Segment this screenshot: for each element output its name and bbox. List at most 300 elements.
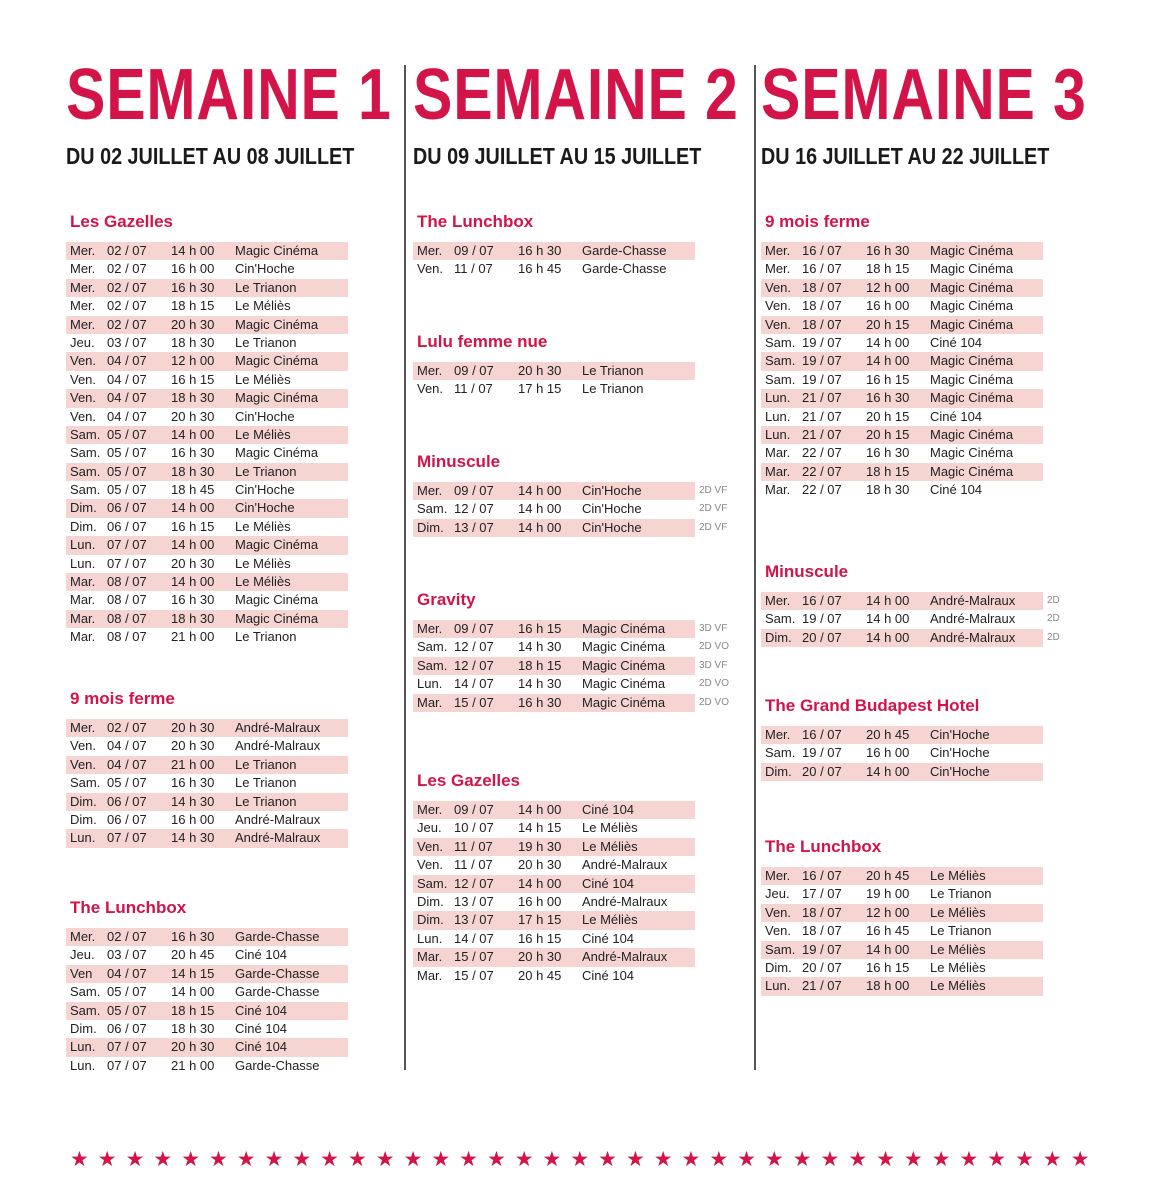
- film-title: Minuscule: [417, 452, 501, 471]
- showtime-venue: Cin'Hoche: [235, 408, 295, 424]
- showtime-time: 18 h 15: [866, 261, 910, 277]
- film-block: [761, 837, 1043, 996]
- showtime-row: [66, 1057, 348, 1075]
- showtime-venue: Magic Cinéma: [582, 657, 666, 673]
- showtime-row: [761, 977, 1043, 995]
- showtime-day: Lun.: [417, 676, 443, 692]
- showtime-row: [761, 959, 1043, 977]
- showtime-time: 16 h 45: [518, 261, 562, 277]
- showtime-time: 16 h 30: [171, 775, 215, 791]
- film-block: [413, 771, 695, 985]
- showtime-day: Mer.: [70, 720, 96, 735]
- showtime-venue: Le Méliès: [235, 426, 291, 442]
- showtime-date: 05 / 07: [107, 426, 147, 442]
- showtime-time: 20 h 45: [866, 868, 910, 883]
- showtime-venue: Ciné 104: [582, 802, 635, 817]
- showtime-date: 19 / 07: [802, 353, 842, 369]
- showtime-row: [413, 856, 695, 874]
- showtime-time: 16 h 30: [518, 694, 562, 710]
- showtime-day: Sam.: [70, 426, 101, 442]
- showtime-date: 02 / 07: [107, 316, 147, 332]
- showtime-venue: Le Trianon: [582, 363, 644, 378]
- showtime-date: 11 / 07: [454, 381, 493, 397]
- showtime-date: 02 / 07: [107, 929, 147, 944]
- showtime-row: [761, 297, 1043, 315]
- star-icon: ★: [181, 1148, 201, 1171]
- showtime-time: 14 h 00: [866, 763, 910, 779]
- showtime-venue: Magic Cinéma: [930, 261, 1014, 277]
- film-block: [761, 562, 1060, 647]
- star-icon: ★: [1070, 1148, 1090, 1171]
- showtime-date: 18 / 07: [802, 298, 842, 314]
- showtime-day: Mer.: [70, 298, 96, 314]
- showtime-venue: André-Malraux: [930, 629, 1016, 645]
- showtime-time: 12 h 00: [866, 279, 910, 295]
- showtime-date: 02 / 07: [107, 243, 147, 258]
- showtime-venue: Magic Cinéma: [235, 390, 319, 406]
- showtime-time: 14 h 15: [171, 965, 215, 981]
- showtime-time: 16 h 00: [171, 261, 215, 277]
- showtime-venue: Ciné 104: [930, 408, 983, 424]
- showtime-time: 16 h 00: [866, 745, 910, 761]
- showtime-venue: Le Méliès: [930, 868, 986, 883]
- showtime-venue: Magic Cinéma: [930, 371, 1014, 387]
- showtime-time: 14 h 15: [518, 820, 562, 836]
- star-icon: ★: [320, 1148, 339, 1171]
- showtime-day: Sam.: [70, 445, 101, 461]
- showtime-date: 15 / 07: [454, 694, 494, 710]
- showtime-venue: André-Malraux: [930, 593, 1016, 608]
- showtime-time: 20 h 45: [518, 967, 562, 983]
- showtime-time: 16 h 00: [171, 811, 215, 827]
- showtime-venue: Ciné 104: [930, 334, 983, 350]
- star-icon: ★: [125, 1148, 145, 1171]
- star-icon: ★: [264, 1148, 284, 1171]
- showtime-row: [66, 628, 348, 646]
- showtime-time: 20 h 30: [171, 555, 215, 571]
- showtime-row: [66, 610, 348, 628]
- showtime-time: 16 h 15: [518, 621, 562, 636]
- star-icon: ★: [653, 1148, 673, 1171]
- week-dates: DU 09 JUILLET AU 15 JUILLET: [413, 143, 702, 169]
- showtime-row: [761, 610, 1060, 628]
- showtime-venue: Ciné 104: [235, 947, 288, 963]
- showtime-row: [761, 904, 1043, 922]
- showtime-day: Ven.: [417, 838, 444, 854]
- showtime-date: 12 / 07: [454, 875, 494, 891]
- star-icon: ★: [681, 1148, 701, 1171]
- showtime-venue: Garde-Chasse: [235, 929, 320, 944]
- film-title: 9 mois ferme: [765, 212, 870, 231]
- showtime-date: 02 / 07: [107, 279, 147, 295]
- showtime-time: 16 h 30: [171, 445, 215, 461]
- showtime-row: [761, 922, 1043, 940]
- showtime-venue: Magic Cinéma: [235, 537, 319, 553]
- showtime-time: 20 h 15: [866, 316, 910, 332]
- showtime-venue: Le Trianon: [235, 279, 297, 295]
- showtime-row: [413, 911, 695, 929]
- week-title: SEMAINE 1: [66, 55, 392, 135]
- showtime-date: 04 / 07: [107, 756, 147, 772]
- showtime-day: Sam.: [765, 371, 796, 387]
- week-title: SEMAINE 2: [413, 55, 739, 135]
- showtime-date: 11 / 07: [454, 857, 493, 873]
- showtime-day: Mar.: [417, 967, 443, 983]
- showtime-time: 18 h 15: [171, 298, 215, 314]
- showtime-venue: Magic Cinéma: [235, 610, 319, 626]
- showtime-row: [761, 426, 1043, 444]
- showtime-date: 02 / 07: [107, 720, 147, 735]
- showtime-date: 11 / 07: [454, 838, 493, 854]
- showtime-date: 12 / 07: [454, 501, 494, 517]
- showtime-day: Sam.: [417, 657, 448, 673]
- showtime-row: [761, 885, 1043, 903]
- showtime-day: Mar.: [765, 445, 791, 461]
- showtime-day: Sam.: [765, 611, 796, 627]
- showtime-day: Dim.: [417, 519, 444, 535]
- showtime-venue: Le Méliès: [582, 838, 638, 854]
- showtime-time: 16 h 30: [866, 243, 910, 258]
- showtime-date: 08 / 07: [107, 629, 147, 645]
- star-icon: ★: [70, 1148, 89, 1171]
- showtime-date: 16 / 07: [802, 593, 842, 608]
- showtime-row: [66, 408, 348, 426]
- showtime-day: Lun.: [70, 555, 96, 571]
- showtime-day: Lun.: [765, 978, 791, 994]
- showtime-day: Sam.: [765, 745, 796, 761]
- showtime-time: 14 h 00: [171, 500, 215, 516]
- showtime-format: 2D: [1047, 631, 1060, 643]
- showtime-day: Mer.: [417, 363, 443, 378]
- showtime-row: [761, 316, 1043, 334]
- showtime-date: 21 / 07: [802, 408, 842, 424]
- showtime-date: 22 / 07: [802, 482, 842, 498]
- star-icon: ★: [598, 1148, 617, 1171]
- showtime-venue: André-Malraux: [582, 949, 668, 965]
- showtime-day: Dim.: [70, 793, 97, 809]
- showtime-day: Mer.: [417, 621, 443, 636]
- showtime-day: Sam.: [70, 1002, 101, 1018]
- showtime-venue: Garde-Chasse: [582, 243, 667, 258]
- showtime-row: [413, 260, 695, 278]
- showtime-row: [761, 941, 1043, 959]
- showtime-date: 05 / 07: [107, 463, 147, 479]
- showtime-day: Dim.: [70, 500, 97, 516]
- star-icon: ★: [848, 1148, 868, 1171]
- showtime-date: 08 / 07: [107, 592, 147, 608]
- showtime-day: Mar.: [765, 463, 791, 479]
- showtime-day: Ven.: [765, 904, 792, 920]
- showtime-time: 16 h 00: [866, 298, 910, 314]
- showtime-row: [413, 675, 730, 693]
- showtime-row: [761, 371, 1043, 389]
- week-dates: DU 02 JUILLET AU 08 JUILLET: [66, 143, 355, 169]
- showtime-day: Mer.: [417, 243, 443, 258]
- showtime-day: Mer.: [70, 261, 96, 277]
- showtime-row: [66, 811, 348, 829]
- showtime-row: [66, 928, 348, 946]
- showtime-venue: Le Méliès: [930, 904, 986, 920]
- showtime-day: Dim.: [417, 912, 444, 928]
- showtime-row: [66, 591, 348, 609]
- showtime-date: 06 / 07: [107, 1020, 147, 1036]
- showtime-venue: Magic Cinéma: [930, 316, 1014, 332]
- showtime-row: [66, 737, 348, 755]
- film-block: [761, 212, 1043, 499]
- showtime-date: 21 / 07: [802, 426, 842, 442]
- showtime-row: [413, 242, 695, 260]
- showtime-venue: Magic Cinéma: [930, 279, 1014, 295]
- showtime-day: Lun.: [765, 408, 791, 424]
- showtime-date: 19 / 07: [802, 371, 842, 387]
- showtime-day: Sam.: [70, 463, 101, 479]
- showtime-date: 12 / 07: [454, 657, 494, 673]
- showtime-row: [66, 983, 348, 1001]
- film-title: Minuscule: [765, 562, 849, 581]
- showtime-row: [413, 694, 730, 712]
- showtime-day: Ven.: [70, 756, 97, 772]
- showtime-day: Mer.: [70, 316, 96, 332]
- showtime-day: Dim.: [765, 959, 792, 975]
- showtime-row: [66, 389, 348, 407]
- showtime-day: Lun.: [70, 537, 96, 553]
- showtime-venue: Ciné 104: [235, 1020, 288, 1036]
- star-icon: ★: [764, 1148, 784, 1171]
- star-icon: ★: [792, 1148, 812, 1171]
- showtime-day: Sam.: [70, 775, 101, 791]
- showtime-format: 2D: [1047, 595, 1060, 606]
- star-icon: ★: [876, 1148, 895, 1171]
- week-column-3: [761, 55, 1158, 994]
- showtime-venue: André-Malraux: [235, 738, 321, 754]
- showtime-day: Ven.: [765, 316, 792, 332]
- star-icon: ★: [737, 1148, 756, 1171]
- showtime-date: 07 / 07: [107, 555, 147, 571]
- showtime-format: 2D VO: [699, 678, 730, 690]
- showtime-time: 20 h 45: [171, 947, 215, 963]
- film-block: [66, 212, 348, 647]
- showtime-time: 16 h 15: [866, 371, 910, 387]
- showtime-venue: Magic Cinéma: [582, 676, 666, 692]
- showtime-venue: Le Trianon: [582, 381, 644, 397]
- showtime-row: [761, 260, 1043, 278]
- showtime-day: Ven.: [765, 923, 792, 939]
- showtime-row: [66, 352, 348, 370]
- showtime-date: 05 / 07: [107, 445, 147, 461]
- showtime-date: 02 / 07: [107, 261, 147, 277]
- showtime-date: 22 / 07: [802, 445, 842, 461]
- star-border: [70, 1148, 1090, 1172]
- showtime-date: 02 / 07: [107, 298, 147, 314]
- showtime-venue: Cin'Hoche: [930, 763, 990, 779]
- star-icon: ★: [431, 1148, 451, 1171]
- showtime-row: [761, 334, 1043, 352]
- showtime-date: 09 / 07: [454, 243, 494, 258]
- showtime-day: Sam.: [70, 984, 101, 1000]
- showtime-row: [761, 279, 1043, 297]
- showtime-day: Mar.: [765, 482, 791, 498]
- showtime-date: 22 / 07: [802, 463, 842, 479]
- film-block: [413, 332, 695, 399]
- showtime-time: 20 h 45: [866, 727, 910, 742]
- showtime-day: Lun.: [417, 930, 443, 946]
- showtime-date: 06 / 07: [107, 793, 147, 809]
- showtime-row: [413, 930, 695, 948]
- showtime-row: [66, 946, 348, 964]
- showtime-venue: Magic Cinéma: [235, 353, 319, 369]
- star-icon: ★: [820, 1148, 840, 1171]
- week-dates: DU 16 JUILLET AU 22 JUILLET: [761, 143, 1050, 169]
- showtime-row: [761, 763, 1043, 781]
- showtime-date: 07 / 07: [107, 1057, 147, 1073]
- showtime-time: 14 h 30: [171, 793, 215, 809]
- showtime-venue: Magic Cinéma: [930, 390, 1014, 406]
- star-icon: ★: [931, 1148, 951, 1171]
- star-icon: ★: [903, 1148, 923, 1171]
- showtime-venue: Le Méliès: [930, 978, 986, 994]
- star-icon: ★: [403, 1148, 423, 1171]
- showtime-row: [413, 838, 695, 856]
- star-icon: ★: [486, 1148, 506, 1171]
- showtime-day: Mer.: [70, 929, 96, 944]
- showtime-date: 04 / 07: [107, 738, 147, 754]
- showtime-date: 10 / 07: [454, 820, 494, 836]
- showtime-date: 07 / 07: [107, 830, 147, 846]
- showtime-day: Ven.: [417, 857, 444, 873]
- star-icon: ★: [709, 1148, 729, 1171]
- film-title: The Lunchbox: [70, 898, 187, 917]
- showtime-date: 19 / 07: [802, 611, 842, 627]
- showtime-day: Sam.: [417, 875, 448, 891]
- showtime-time: 16 h 15: [171, 518, 215, 534]
- showtime-time: 18 h 30: [866, 482, 910, 498]
- showtime-day: Ven.: [417, 261, 444, 277]
- showtime-time: 19 h 00: [866, 886, 910, 902]
- showtime-venue: Ciné 104: [582, 967, 635, 983]
- showtime-time: 20 h 30: [171, 316, 215, 332]
- showtime-venue: André-Malraux: [582, 893, 668, 909]
- showtime-day: Mar.: [70, 610, 96, 626]
- showtime-row: [66, 793, 348, 811]
- showtime-format: 2D: [1047, 613, 1060, 625]
- star-icon: ★: [292, 1148, 312, 1171]
- showtime-day: Sam.: [765, 334, 796, 350]
- showtime-day: Ven.: [70, 408, 97, 424]
- showtime-time: 14 h 00: [171, 537, 215, 553]
- showtime-time: 18 h 30: [171, 334, 215, 350]
- showtime-day: Dim.: [417, 893, 444, 909]
- showtime-time: 21 h 00: [171, 1057, 215, 1073]
- showtime-venue: Le Trianon: [235, 793, 297, 809]
- showtime-row: [413, 967, 695, 985]
- showtime-venue: Le Méliès: [235, 298, 291, 314]
- showtime-venue: Garde-Chasse: [235, 984, 320, 1000]
- star-icon: ★: [153, 1148, 173, 1171]
- film-title: Lulu femme nue: [417, 332, 548, 351]
- showtime-day: Sam.: [765, 941, 796, 957]
- showtime-venue: Magic Cinéma: [235, 445, 319, 461]
- star-icon: ★: [514, 1148, 534, 1171]
- column-divider: [754, 65, 756, 1070]
- showtime-day: Mar.: [70, 629, 96, 645]
- showtime-venue: Magic Cinéma: [235, 316, 319, 332]
- showtime-time: 18 h 30: [171, 1020, 215, 1036]
- showtime-date: 21 / 07: [802, 978, 842, 994]
- star-icon: ★: [1015, 1148, 1034, 1171]
- showtime-day: Dim.: [70, 811, 97, 827]
- showtime-time: 14 h 00: [171, 984, 215, 1000]
- showtime-venue: Magic Cinéma: [582, 621, 666, 636]
- showtime-format: 3D VF: [699, 659, 728, 671]
- showtime-date: 04 / 07: [107, 408, 147, 424]
- showtime-time: 18 h 45: [171, 482, 215, 498]
- showtime-date: 09 / 07: [454, 483, 494, 498]
- film-block: [413, 452, 728, 537]
- showtime-row: [761, 444, 1043, 462]
- showtime-day: Jeu.: [417, 820, 442, 836]
- showtime-venue: André-Malraux: [582, 857, 668, 873]
- showtime-time: 14 h 30: [171, 830, 215, 846]
- showtime-venue: Le Méliès: [235, 555, 291, 571]
- showtime-venue: Cin'Hoche: [930, 727, 990, 742]
- showtime-time: 16 h 30: [171, 279, 215, 295]
- showtime-row: [413, 819, 695, 837]
- showtime-venue: Le Trianon: [930, 886, 992, 902]
- showtime-date: 21 / 07: [802, 390, 842, 406]
- showtime-time: 16 h 30: [518, 243, 562, 258]
- showtime-venue: Magic Cinéma: [930, 426, 1014, 442]
- showtime-day: Sam.: [417, 501, 448, 517]
- showtime-venue: André-Malraux: [235, 830, 321, 846]
- showtime-venue: Garde-Chasse: [582, 261, 667, 277]
- showtime-format: 2D VO: [699, 696, 730, 708]
- showtime-day: Mar.: [70, 592, 96, 608]
- column-divider: [404, 65, 406, 1070]
- showtime-venue: Le Trianon: [235, 629, 297, 645]
- showtime-row: [66, 555, 348, 573]
- showtime-date: 05 / 07: [107, 775, 147, 791]
- showtime-venue: Ciné 104: [930, 482, 983, 498]
- showtime-row: [66, 1038, 348, 1056]
- showtime-day: Jeu.: [70, 947, 95, 963]
- showtime-date: 06 / 07: [107, 811, 147, 827]
- showtime-time: 14 h 00: [866, 941, 910, 957]
- showtime-date: 07 / 07: [107, 1039, 147, 1055]
- film-block: [761, 696, 1043, 781]
- showtime-day: Dim.: [70, 1020, 97, 1036]
- showtime-venue: Le Méliès: [930, 941, 986, 957]
- showtime-day: Sam.: [417, 639, 448, 655]
- showtime-date: 16 / 07: [802, 261, 842, 277]
- showtime-time: 20 h 30: [518, 949, 562, 965]
- showtime-day: Dim.: [70, 518, 97, 534]
- showtime-day: Mer.: [765, 593, 791, 608]
- showtime-row: [413, 620, 728, 638]
- showtime-date: 16 / 07: [802, 243, 842, 258]
- star-icon: ★: [375, 1148, 395, 1171]
- star-icon: ★: [987, 1148, 1007, 1171]
- showtime-venue: Le Trianon: [235, 775, 297, 791]
- showtime-row: [66, 481, 348, 499]
- showtime-date: 18 / 07: [802, 923, 842, 939]
- film-block: [66, 898, 348, 1075]
- star-icon: ★: [208, 1148, 228, 1171]
- showtime-date: 08 / 07: [107, 574, 147, 590]
- showtime-row: [413, 875, 695, 893]
- showtime-time: 14 h 00: [518, 875, 562, 891]
- showtime-row: [413, 948, 695, 966]
- showtime-date: 15 / 07: [454, 949, 494, 965]
